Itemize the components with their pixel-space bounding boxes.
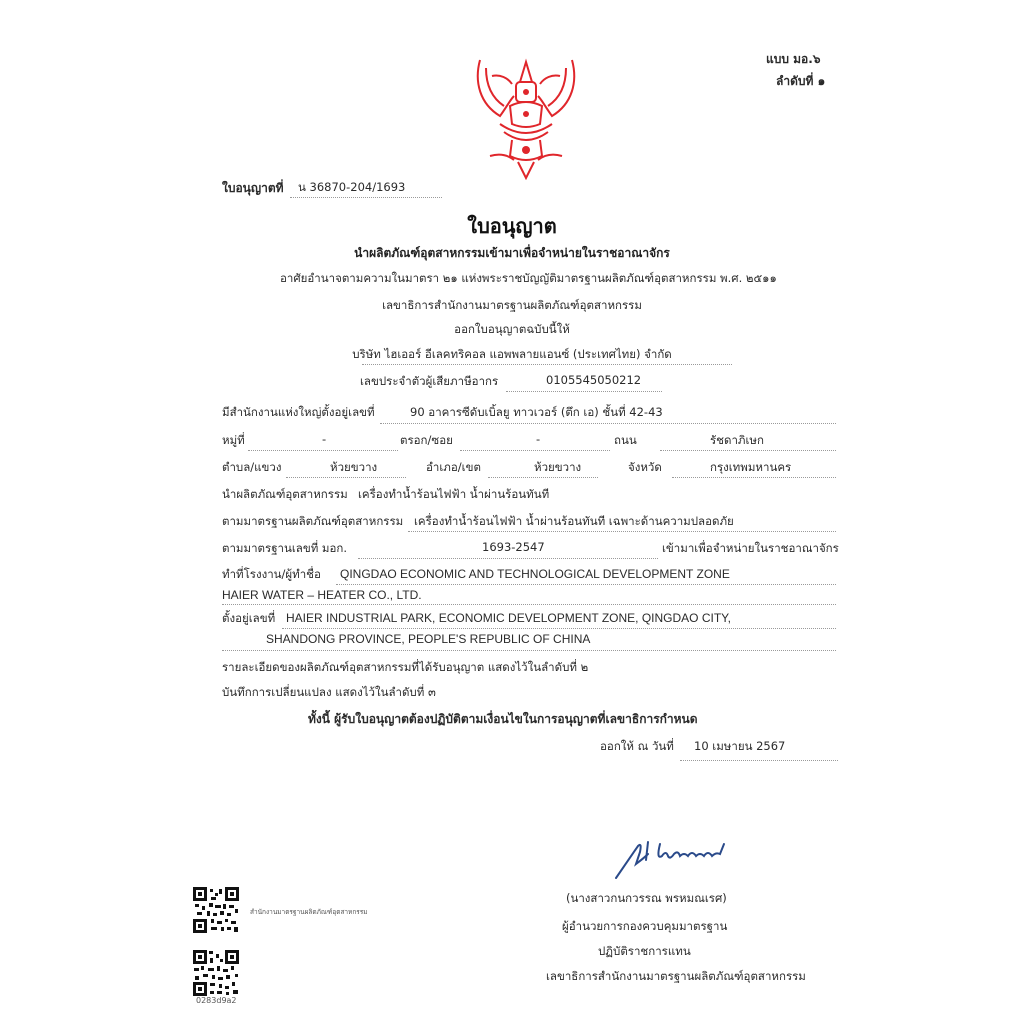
- factory-line2: HAIER WATER – HEATER CO., LTD.: [222, 588, 422, 602]
- qr-agency-label: สำนักงานมาตรฐานผลิตภัณฑ์อุตสาหกรรม: [250, 908, 368, 916]
- tax-id-label: เลขประจำตัวผู้เสียภาษีอากร: [360, 374, 499, 388]
- signature: [612, 838, 742, 882]
- condition-note: ทั้งนี้ ผู้รับใบอนุญาตต้องปฏิบัติตามเงื่อนไขในการอนุญาตที่เลขาธิการกำหนด: [308, 712, 698, 726]
- signatory-on-behalf: เลขาธิการสำนักงานมาตรฐานผลิตภัณฑ์อุตสาหกรรม: [546, 969, 806, 983]
- product-value: เครื่องทำน้ำร้อนไฟฟ้า น้ำผ่านร้อนทันที: [358, 487, 550, 501]
- province-value: กรุงเทพมหานคร: [710, 460, 792, 474]
- standard-no-value: 1693-2547: [482, 540, 545, 554]
- changes-note: บันทึกการเปลี่ยนแปลง แสดงไว้ในลำดับที่ ๓: [222, 685, 436, 699]
- qr-code-agency: [193, 887, 239, 933]
- qr-code-text: 0283d9a2: [196, 996, 237, 1005]
- company-name: บริษัท ไฮเออร์ อีเลคทริคอล แอพพลายแอนซ์ (ประเทศไทย) จำกัด: [352, 347, 672, 361]
- standard-label: ตามมาตรฐานผลิตภัณฑ์อุตสาหกรรม: [222, 514, 404, 528]
- standard-no-label: ตามมาตรฐานเลขที่ มอก.: [222, 541, 348, 555]
- standard-no-suffix: เข้ามาเพื่อจำหน่ายในราชอาณาจักร: [662, 541, 839, 555]
- garuda-emblem: [470, 52, 582, 180]
- details-note: รายละเอียดของผลิตภัณฑ์อุตสาหกรรมที่ได้รับอนุญาต แสดงไว้ในลำดับที่ ๒: [222, 660, 589, 674]
- signatory-position: ผู้อำนวยการกองควบคุมมาตรฐาน: [562, 919, 728, 933]
- moo-value: -: [322, 432, 327, 446]
- factory-label: ทำที่โรงงาน/ผู้ทำชื่อ: [222, 567, 321, 581]
- factory-line1: QINGDAO ECONOMIC AND TECHNOLOGICAL DEVELOPMENT ZONE: [340, 567, 730, 581]
- issued-label: ออกให้ ณ วันที่: [600, 739, 674, 753]
- tax-id-value: 0105545050212: [546, 373, 642, 387]
- issue-to-line: ออกใบอนุญาตฉบับนี้ให้: [454, 322, 570, 336]
- factory-address-line1: HAIER INDUSTRIAL PARK, ECONOMIC DEVELOPMENT ZONE, QINGDAO CITY,: [286, 611, 731, 625]
- document-subtitle: นำผลิตภัณฑ์อุตสาหกรรมเข้ามาเพื่อจำหน่ายในราชอาณาจักร: [354, 246, 670, 260]
- issuer-line: เลขาธิการสำนักงานมาตรฐานผลิตภัณฑ์อุตสาหกรรม: [382, 298, 642, 312]
- issued-date: 10 เมษายน 2567: [694, 739, 786, 753]
- road-label: ถนน: [614, 433, 637, 447]
- factory-address-label: ตั้งอยู่เลขที่: [222, 611, 276, 625]
- form-order: ลำดับที่ ๑: [776, 74, 826, 88]
- soi-value: -: [536, 432, 541, 446]
- road-value: รัชดาภิเษก: [710, 433, 764, 447]
- factory-address-line2: SHANDONG PROVINCE, PEOPLE'S REPUBLIC OF CHINA: [266, 632, 591, 646]
- product-label: นำผลิตภัณฑ์อุตสาหกรรม: [222, 487, 348, 501]
- moo-label: หมู่ที่: [222, 433, 245, 447]
- head-office-label: มีสำนักงานแห่งใหญ่ตั้งอยู่เลขที่: [222, 405, 375, 419]
- document-title: ใบอนุญาต: [467, 214, 557, 238]
- signatory-acting: ปฏิบัติราชการแทน: [598, 944, 691, 958]
- form-code: แบบ มอ.๖: [766, 52, 821, 66]
- head-office-value: 90 อาคารซีดับเบิ้ลยู ทาวเวอร์ (ตึก เอ) ชั้นที่ 42-43: [410, 405, 663, 419]
- district-label: อำเภอ/เขต: [426, 460, 481, 474]
- soi-label: ตรอก/ซอย: [400, 433, 453, 447]
- authority-line: อาศัยอำนาจตามความในมาตรา ๒๑ แห่งพระราชบัญญัติมาตรฐานผลิตภัณฑ์อุตสาหกรรม พ.ศ. ๒๕๑๑: [280, 271, 777, 285]
- signatory-name: (นางสาวกนกวรรณ พรหมณเรศ): [566, 891, 727, 905]
- subdistrict-value: ห้วยขวาง: [330, 460, 378, 474]
- qr-code-verify: [193, 950, 239, 996]
- subdistrict-label: ตำบล/แขวง: [222, 460, 282, 474]
- license-no-value: น 36870-204/1693: [298, 180, 406, 194]
- standard-value: เครื่องทำน้ำร้อนไฟฟ้า น้ำผ่านร้อนทันที เฉพาะด้านความปลอดภัย: [414, 514, 734, 528]
- license-no-label: ใบอนุญาตที่: [222, 181, 284, 195]
- district-value: ห้วยขวาง: [534, 460, 582, 474]
- province-label: จังหวัด: [628, 460, 662, 474]
